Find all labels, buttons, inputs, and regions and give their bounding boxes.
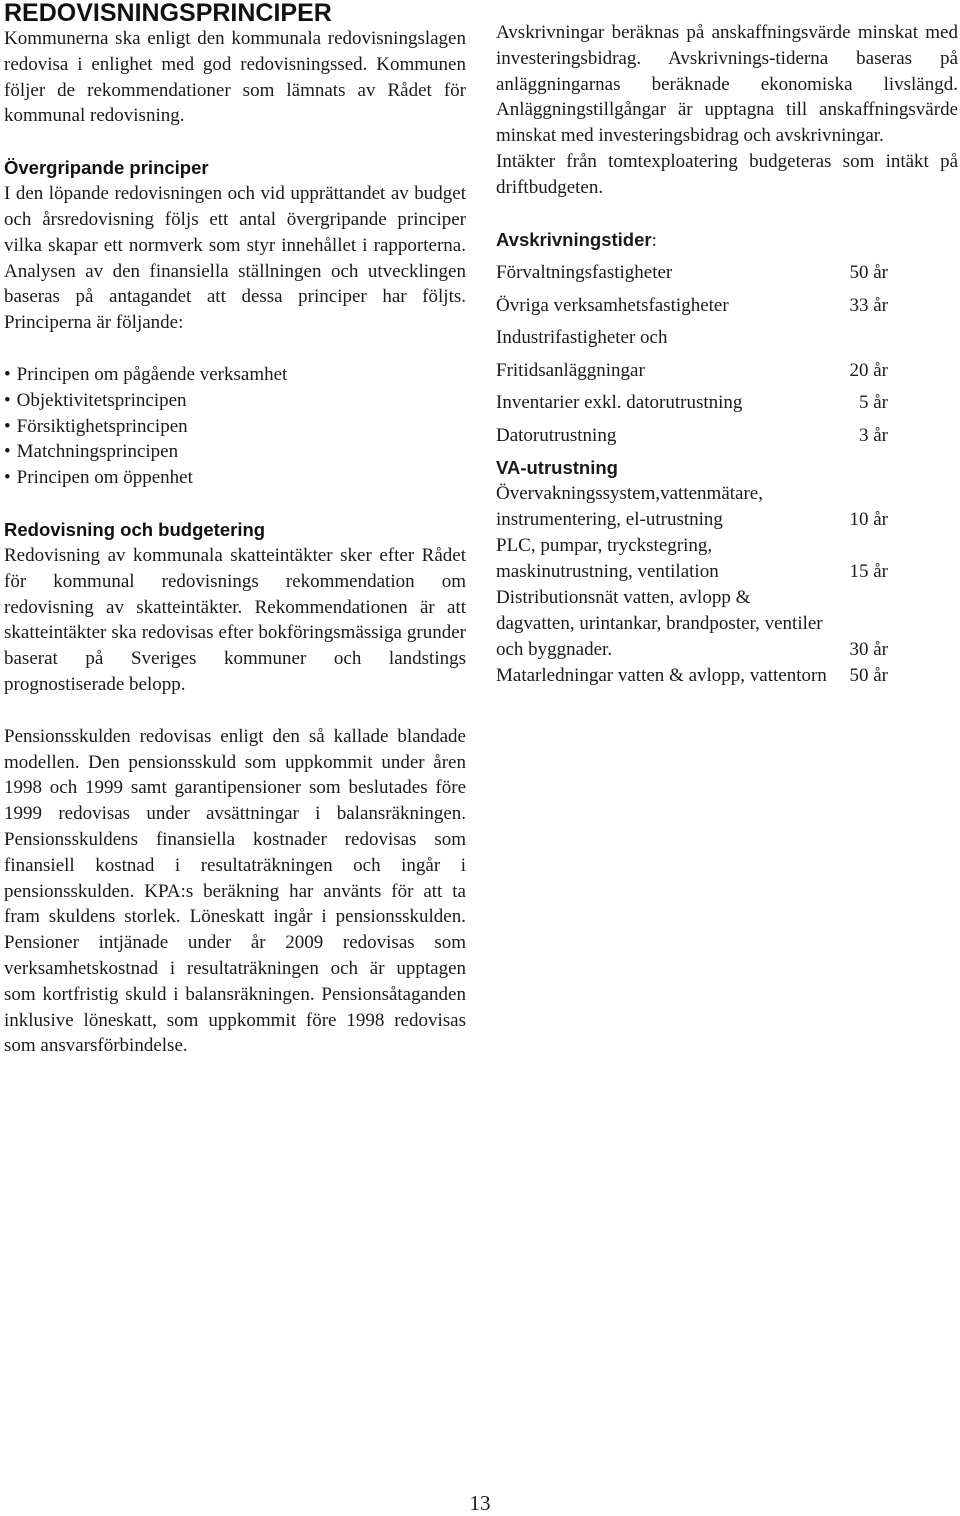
- row-value: 15 år: [849, 561, 888, 583]
- row-name: Distributionsnät vatten, avlopp & dagvatten, urintankar, brandposter, ventiler och byggnader.: [496, 587, 823, 661]
- row-name: Inventarier exkl. datorutrustning: [496, 392, 743, 414]
- row-value: 30 år: [849, 639, 888, 661]
- periods-heading: [496, 227, 958, 254]
- periods-heading-label: Avskrivningstider: [496, 228, 652, 250]
- budget-heading: Redovisning och budgetering: [4, 518, 266, 540]
- depreciation-table: [496, 254, 888, 690]
- row-name: Övervakningssystem,vattenmätare, instrumentering, el-utrustning: [496, 483, 763, 531]
- table-row: [496, 663, 888, 689]
- row-value: 20 år: [849, 359, 888, 381]
- va-heading: VA-utrustning: [496, 457, 618, 479]
- periods-heading-colon: :: [651, 229, 657, 251]
- row-value: 3 år: [858, 424, 888, 446]
- table-row: [496, 319, 888, 352]
- row-value: 10 år: [849, 509, 888, 531]
- table-row: [496, 481, 888, 533]
- row-name: Fritidsanläggningar: [496, 359, 645, 381]
- principles-heading: Övergripande principer: [4, 157, 209, 179]
- row-value: 50 år: [849, 665, 888, 687]
- row-value: 50 år: [849, 262, 888, 284]
- row-name: PLC, pumpar, tryckstegring, maskinutrustning, ventilation: [496, 535, 719, 583]
- pension-paragraph: Pensionsskulden redovisas enligt den så kallade blandade modellen. Den pensionsskuld som uppkommit under åren 1998 och 1999 samt garantipensioner som beslutades före 1999 redovisas under avsättningar i balansräkningen. Pensionsskuldens finansiella kostnader redovisas som finansiell kostnad i resultaträkningen och ingår i pensionsskulden. KPA:s beräkning har använts för att ta fram skuldens storlek. Löneskatt ingår i pensionsskulden. Pensioner intjänade under år 2009 redovisas som verksamhetskostnad i resultaträkningen och är upptagen som kortfristig skuld i balansräkningen. Pensionsåtaganden inklusive löneskatt, som uppkommit före 1998 redovisas som ansvarsförbindelse.: [4, 725, 466, 1057]
- page-number: 13: [469, 1491, 491, 1515]
- row-name: Datorutrustning: [496, 424, 617, 446]
- table-row: [496, 384, 888, 417]
- row-value: [828, 319, 888, 352]
- table-row: [496, 286, 888, 319]
- row-name: Matarledningar vatten & avlopp, vattentorn: [496, 665, 827, 687]
- table-row: [496, 254, 888, 287]
- row-value: 33 år: [849, 294, 888, 316]
- budget-paragraph: Redovisning av kommunala skatteintäkter sker efter Rådet för kommunal redovisnings rekommendation om redovisning av skatteintäkter. Rekommendationen är att skatteintäkter ska redovisas efter bokföringsmässiga grunder baserat på Sveriges kommuner och landstings prognostiserade belopp.: [4, 544, 466, 695]
- intro-paragraph: Kommunerna ska enligt den kommunala redovisningslagen redovisa i enlighet med god redovisningssed. Kommunen följer de rekommendationer som lämnats av Rådet för kommunal redovisning.: [4, 28, 466, 127]
- principles-list: [4, 362, 466, 491]
- list-item: • Matchningsprincipen: [4, 439, 466, 465]
- list-item: • Principen om öppenhet: [4, 465, 466, 491]
- list-item: • Försiktighetsprincipen: [4, 414, 466, 440]
- table-row: [496, 351, 888, 384]
- row-name: Övriga verksamhetsfastigheter: [496, 294, 729, 316]
- left-column: [4, 0, 466, 1059]
- table-row: [496, 449, 888, 482]
- row-value: 5 år: [858, 392, 888, 414]
- table-row: [496, 585, 888, 663]
- income-paragraph: Intäkter från tomtexploatering budgeteras som intäkt på driftbudgeten.: [496, 150, 958, 198]
- list-item: • Objektivitetsprincipen: [4, 388, 466, 414]
- depreciation-paragraph: Avskrivningar beräknas på anskaffningsvärde minskat med investeringsbidrag. Avskrivnings-tiderna baseras på anläggningarnas beräknade ekonomiska livslängd. Anläggningstillgångar är upptagna till anskaffningsvärde minskat med investeringsbidrag och avskrivningar.: [496, 22, 958, 147]
- page-title: REDOVISNINGSPRINCIPER: [4, 0, 332, 27]
- list-item: • Principen om pågående verksamhet: [4, 362, 466, 388]
- table-row: [496, 416, 888, 449]
- row-name: Industrifastigheter och: [496, 327, 668, 349]
- right-column: [496, 20, 958, 689]
- row-name: Förvaltningsfastigheter: [496, 262, 673, 284]
- table-row: [496, 533, 888, 585]
- principles-paragraph: I den löpande redovisningen och vid upprättandet av budget och årsredovisning följs ett antal övergripande principer vilka skapar ett normverk som styr innehållet i rapporterna. Analysen av den finansiella ställningen och utvecklingen baseras på antagandet att dessa principer har följts. Principerna är följande:: [4, 183, 466, 334]
